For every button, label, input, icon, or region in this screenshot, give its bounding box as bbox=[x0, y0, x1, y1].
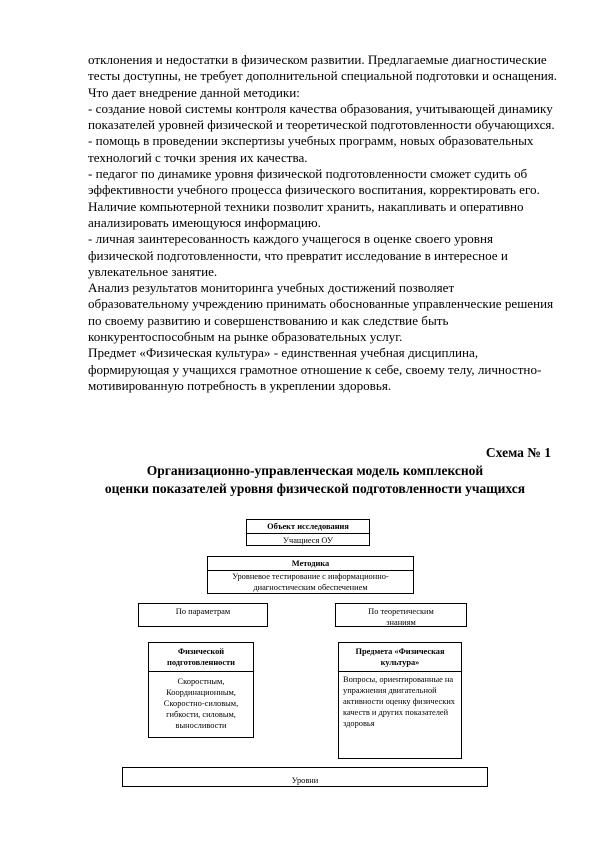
paragraph: Анализ результатов мониторинга учебных достижений позволяет образовательному учреждению принимать обоснованные управленческие решения по своему развитию и совершенствованию и как следствие быть конкурентоспособным на рынке образовательных услуг. bbox=[88, 280, 554, 345]
phys-body: Скоростным, Координационным, Скоростно-силовым, гибкости, силовым, выносливости bbox=[149, 671, 253, 731]
subject-head: Предмета «Физическая культура» bbox=[355, 647, 445, 667]
object-box bbox=[246, 519, 370, 546]
subject-box bbox=[338, 642, 462, 759]
paragraph: - создание новой системы контроля качества образования, учитывающей динамику показателей уровней физической и теоретической подготовленности обучающихся. bbox=[88, 100, 555, 133]
param-left-box: По параметрам bbox=[138, 603, 268, 627]
schema-title-line: Организационно-управленческая модель комплексной bbox=[146, 463, 484, 478]
paragraph: Что дает внедрение данной методики: bbox=[88, 84, 300, 100]
method-head: Методика bbox=[291, 559, 330, 568]
phys-head: Физической подготовленности bbox=[167, 647, 235, 667]
paragraph: - личная заинтересованность каждого учащегося в оценке своего уровня физической подготовленности, что превратит исследование в интересное и увлекательное занятие. bbox=[88, 231, 508, 279]
phys-box bbox=[148, 642, 254, 738]
paragraph: отклонения и недостатки в физическом развитии. Предлагаемые диагностические тесты доступны, не требует дополнительной специальной подготовки и оснащения. bbox=[88, 52, 558, 84]
paragraph: Предмет «Физическая культура» - единственная учебная дисциплина, формирующая у учащихся грамотное отношение к себе, своему телу, личностно-мотивированную потребность в укреплении здоровья. bbox=[88, 345, 542, 393]
paragraph: - педагог по динамике уровня физической подготовленности сможет судить об эффективности учебного процесса физического воспитания, корректировать его. Наличие компьютерной техники позволит хранить, накапливать и оперативно анализировать имеющуюся информацию. bbox=[88, 166, 540, 230]
schema-title bbox=[60, 462, 570, 498]
paragraph: - помощь в проведении экспертизы учебных программ, новых образовательных технологий с точки зрения их качества. bbox=[88, 133, 534, 165]
body-text bbox=[88, 52, 558, 394]
levels-box: Уровни bbox=[122, 767, 488, 787]
subject-body: Вопросы, ориентированные на упражнения двигательной активности оценку физических качеств и других показателей здоровья bbox=[339, 671, 461, 731]
schema-number: Схема № 1 bbox=[485, 445, 551, 460]
param-right-box: По теоретическим знаниям bbox=[335, 603, 467, 627]
object-head: Объект исследования bbox=[267, 522, 349, 531]
object-body: Учащиеся ОУ bbox=[247, 533, 369, 547]
schema-title-line: оценки показателей уровня физической подготовленности учащихся bbox=[104, 481, 526, 496]
method-box bbox=[207, 556, 414, 594]
method-body: Уровневое тестирование с информационно-диагностическим обеспечением bbox=[208, 570, 413, 593]
